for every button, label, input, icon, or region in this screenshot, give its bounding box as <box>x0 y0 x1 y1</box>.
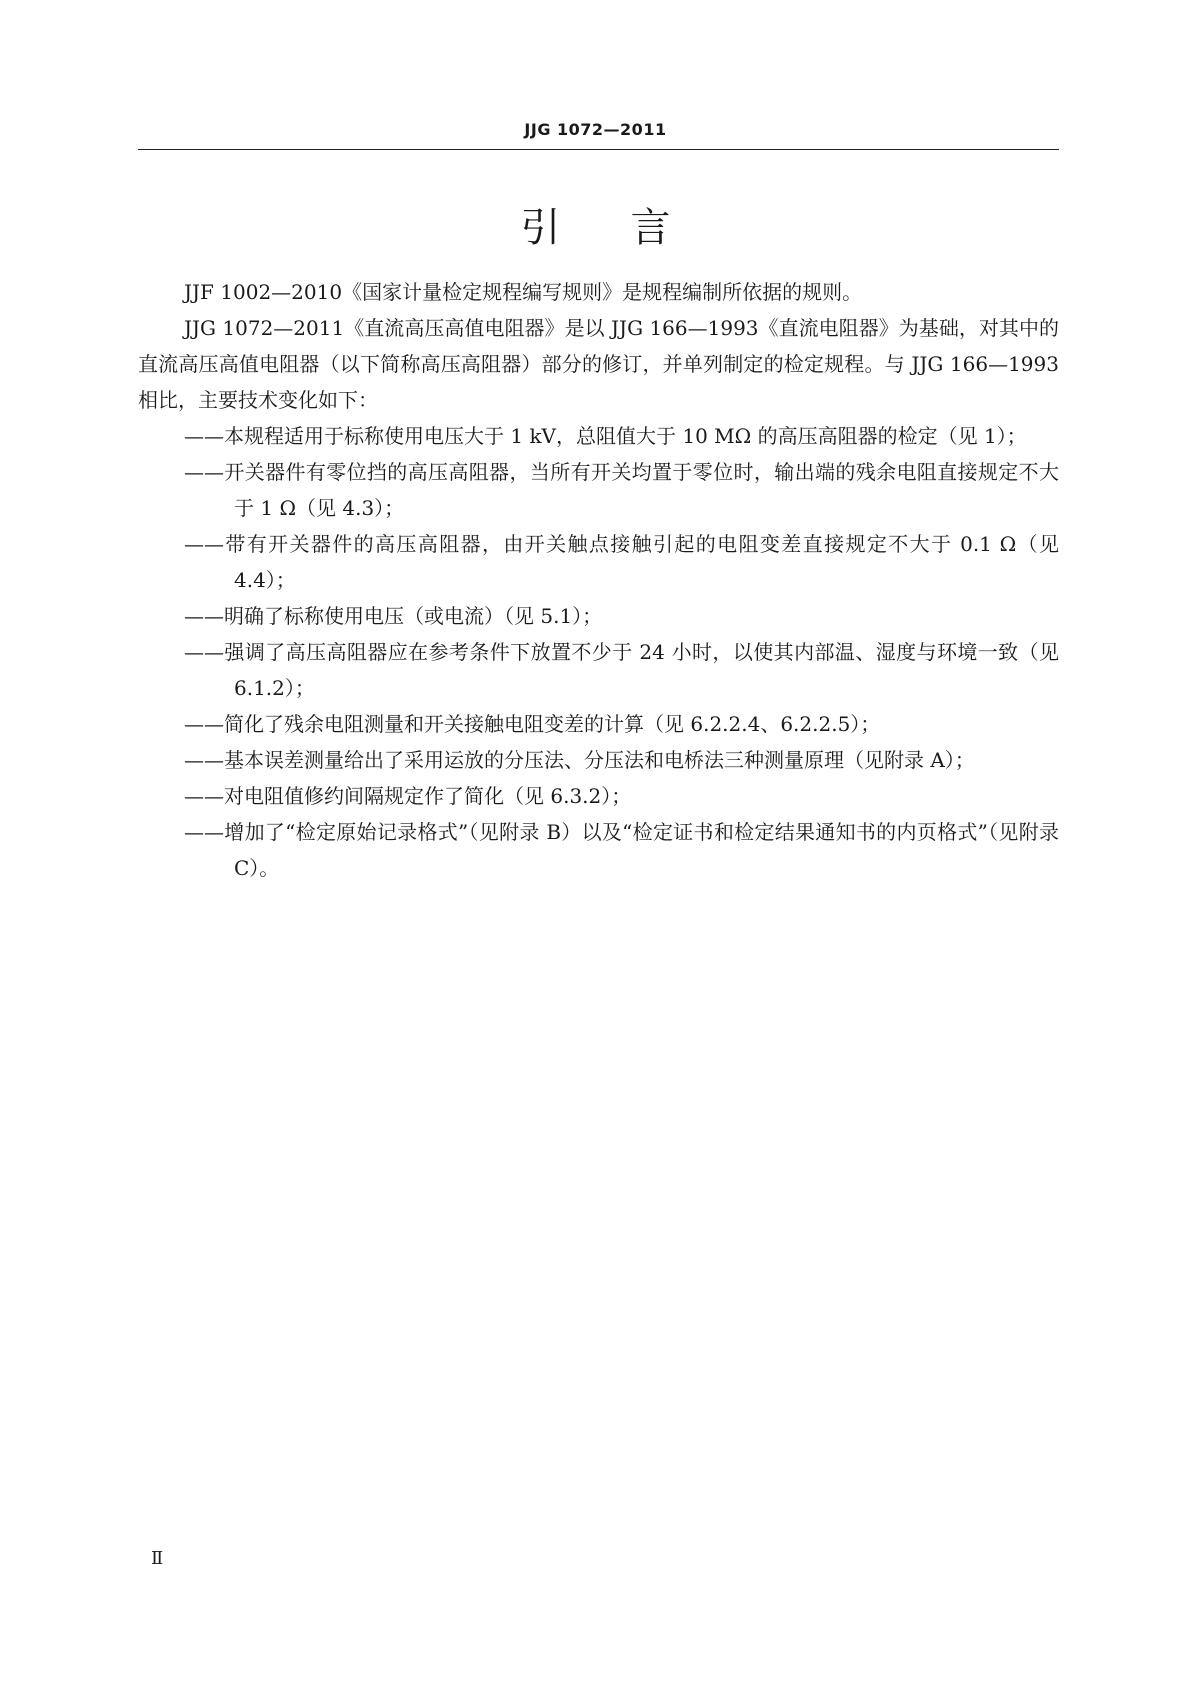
change-item: ——增加了“检定原始记录格式”（见附录 B）以及“检定证书和检定结果通知书的内页格式”（见附录 C）。 <box>184 820 1059 880</box>
page-title: 引言 <box>520 205 741 251</box>
change-item: ——强调了高压高阻器应在参考条件下放置不少于 24 小时，以使其内部温、湿度与环境一致（见 6.1.2）； <box>184 640 1059 700</box>
header-standard-code: JJG 1072—2011 <box>524 120 667 139</box>
intro-paragraph: JJF 1002—2010《国家计量检定规程编写规则》是规程编制所依据的规则。 <box>184 280 863 304</box>
header-divider <box>138 149 1059 150</box>
page-number: Ⅱ <box>151 1548 164 1569</box>
change-item: ——简化了残余电阻测量和开关接触电阻变差的计算（见 6.2.2.4、6.2.2.5）； <box>184 712 881 736</box>
change-item: ——对电阻值修约间隔规定作了简化（见 6.3.2）； <box>184 784 632 808</box>
change-item: ——明确了标称使用电压（或电流）（见 5.1）； <box>184 604 603 628</box>
intro-paragraph: JJG 1072—2011《直流高压高值电阻器》是以 JJG 166—1993《直流电阻器》为基础，对其中的直流高压高值电阻器（以下简称高压高阻器）部分的修订，并单列制定的检定规程。与 JJG 166—1993 相比，主要技术变化如下： <box>138 316 1059 412</box>
change-item: ——带有开关器件的高压高阻器，由开关触点接触引起的电阻变差直接规定不大于 0.1 Ω（见 4.4）； <box>184 532 1059 592</box>
change-item: ——开关器件有零位挡的高压高阻器，当所有开关均置于零位时，输出端的残余电阻直接规定不大于 1 Ω（见 4.3）； <box>184 460 1059 520</box>
body-content <box>138 274 1059 886</box>
change-item: ——本规程适用于标称使用电压大于 1 kV，总阻值大于 10 MΩ 的高压高阻器的检定（见 1）； <box>184 424 1027 448</box>
change-item: ——基本误差测量给出了采用运放的分压法、分压法和电桥法三种测量原理（见附录 A）； <box>184 748 975 772</box>
